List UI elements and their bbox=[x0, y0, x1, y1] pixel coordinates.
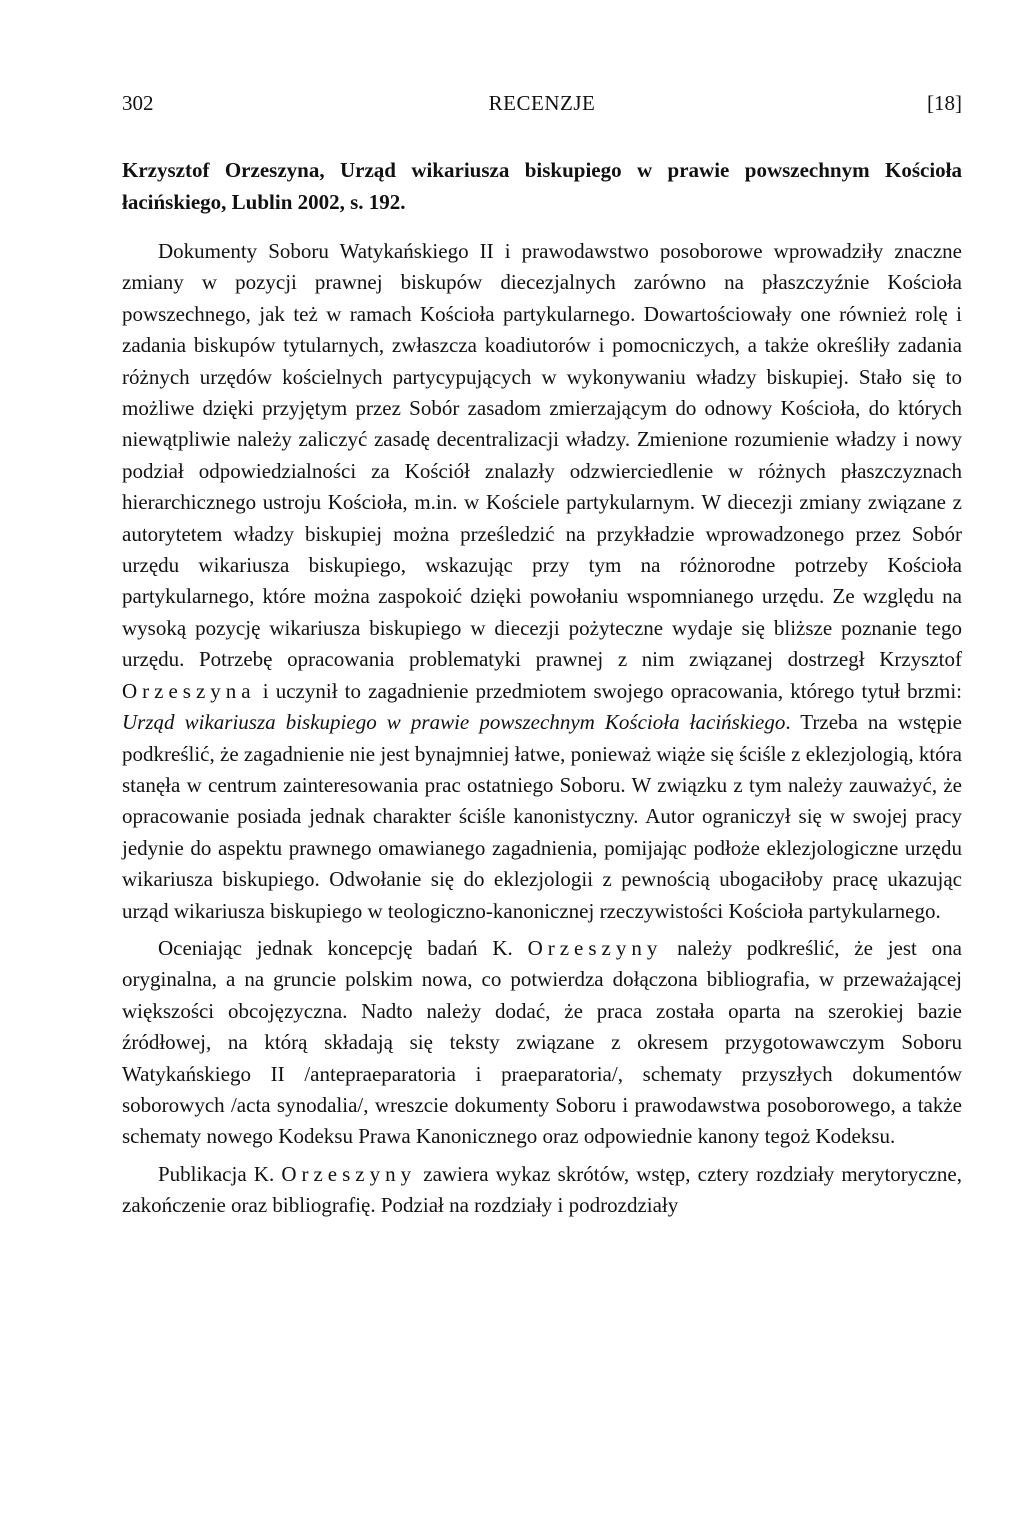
paragraph-1-text-a: Dokumenty Soboru Watykańskiego II i prawodawstwo posoborowe wprowadziły znaczne zmiany w pozycji prawnej biskupów diecezjalnych zarówno na płaszczyźnie Kościoła powszechnego, jak też w ramach Kościoła partykularnego. Dowartościowały one również rolę i zadania biskupów tytularnych, zwłaszcza koadiutorów i pomocniczych, a także określiły zadania różnych urzędów kościelnych partycypujących w wykonywaniu władzy biskupiej. Stało się to możliwe dzięki przyjętym przez Sobór zasadom zmierzającym do odnowy Kościoła, do których niewątpliwie należy zaliczyć zasadę decentralizacji władzy. Zmienione rozumienie władzy i nowy podział odpowiedzialności za Kościół znalazły odzwierciedlenie w różnych płaszczyznach hierarchicznego ustroju Kościoła, m.in. w Kościele partykularnym. W diecezji zmiany związane z autorytetem władzy biskupiej można prześledzić na przykładzie wprowadzonego przez Sobór urzędu wikariusza biskupiego, wskazując przy tym na różnorodne potrzeby Kościoła partykularnego, które można zaspokoić dzięki powołaniu wspomnianego urzędu. Ze względu na wysoką pozycję wikariusza biskupiego w diecezji pożyteczne wydaje się bliższe poznanie tego urzędu. Potrzebę opracowania problematyki prawnej z nim związanej dostrzegł Krzysztof bbox=[122, 239, 962, 672]
paragraph-3 bbox=[122, 1159, 962, 1222]
page-marker: [18] bbox=[927, 91, 962, 115]
running-head bbox=[122, 86, 962, 120]
page bbox=[122, 86, 962, 1228]
author-name-spaced: Orzeszyny bbox=[527, 935, 663, 960]
section-title: RECENZJE bbox=[488, 91, 596, 115]
page-number: 302 bbox=[122, 91, 154, 115]
paragraph-1-text-c: . Trzeba na wstępie podkreślić, że zagadnienie nie jest bynajmniej łatwe, ponieważ wiąże się ściśle z eklezjologią, która stanęła w centrum zainteresowania prac ostatniego Soboru. W związku z tym należy zauważyć, że opracowanie posiada jednak charakter ściśle kanonistyczny. Autor ograniczył się w swojej pracy jedynie do aspektu prawnego omawianego zagadnienia, pomijając podłoże eklezjologiczne urzędu wikariusza biskupiego. Odwołanie się do eklezjologii z pewnością ubogaciłoby pracę ukazując urząd wikariusza biskupiego w teologiczno-kanonicznej rzeczywistości Kościoła partykularnego. bbox=[122, 710, 963, 923]
author-name-spaced: Orzeszyny bbox=[281, 1161, 417, 1186]
author-name-spaced: Orzeszyna bbox=[122, 678, 256, 703]
paragraph-3-text-a: Publikacja K. bbox=[158, 1161, 282, 1186]
paragraph-1 bbox=[122, 236, 962, 927]
paragraph-2-text-a: Oceniając jednak koncepcję badań K. bbox=[158, 935, 528, 960]
paragraph-3-text-b: zawiera wykaz skrótów, wstęp, cztery rozdziały merytoryczne, zakończenie oraz bibliografię. Podział na rozdziały i podrozdziały bbox=[122, 1161, 963, 1218]
paragraph-2-text-b: należy podkreślić, że jest ona oryginalna, a na gruncie polskim nowa, co potwierdza dołączona bibliografia, w przeważającej większości obcojęzyczna. Nadto należy dodać, że praca została oparta na szerokiej bazie źródłowej, na którą składają się teksty związane z okresem przygotowawczym Soboru Watykańskiego II /antepraeparatoria i praeparatoria/, schematy przyszłych dokumentów soborowych /acta synodalia/, wreszcie dokumenty Soboru i prawodawstwa posoborowego, a także schematy nowego Kodeksu Prawa Kanonicznego oraz odpowiednie kanony tegoż Kodeksu. bbox=[122, 935, 962, 1149]
paragraph-2 bbox=[122, 933, 962, 1153]
paragraph-1-text-b: i uczynił to zagadnienie przedmiotem swojego opracowania, którego tytuł brzmi: bbox=[255, 678, 962, 703]
book-title-italic: Urząd wikariusza biskupiego w prawie powszechnym Kościoła łacińskiego bbox=[122, 710, 786, 735]
review-body bbox=[122, 236, 962, 1222]
review-heading: Krzysztof Orzeszyna, Urząd wikariusza biskupiego w prawie powszechnym Kościoła łacińskiego, Lublin 2002, s. 192. bbox=[122, 158, 962, 214]
